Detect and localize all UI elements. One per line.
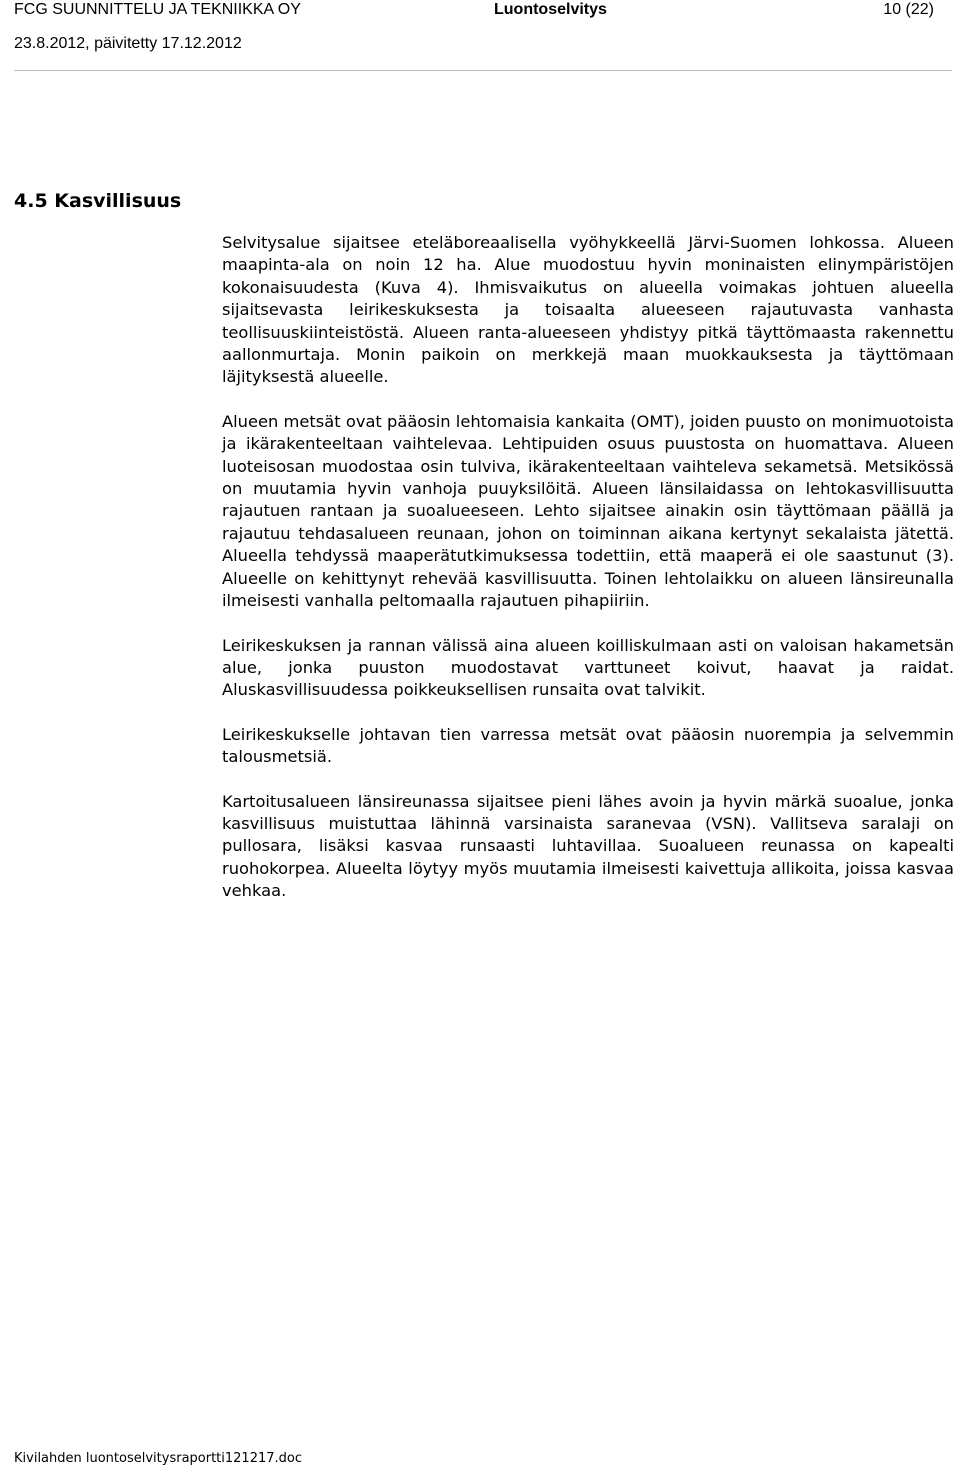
paragraph: Selvitysalue sijaitsee eteläboreaalisella vyöhykkeellä Järvi-Suomen lohkossa. Alueen maapinta-ala on noin 12 ha. Alue muodostuu hyvin moninaisten elinympäristöjen kokonaisuudesta (Kuva 4). Ihmisvaikutus on alueella voimakas johtuen alueella sijaitsevasta leirikeskuksesta ja toisaalta alueeseen rajautuvasta vanhasta teollisuuskiinteistöstä. Alueen ranta-alueeseen yhdistyy pitkä täyttömaasta rakennettu aallonmurtaja. Monin paikoin on merkkejä maan muokkauksesta ja täyttömaan läjityksestä alueelle. [222,233,954,387]
paragraph: Kartoitusalueen länsireunassa sijaitsee pieni lähes avoin ja hyvin märkä suoalue, jonka kasvillisuus muistuttaa lähinnä varsinaista saranevaa (VSN). Vallitseva saralaji on pullosara, lisäksi kasvaa runsaasti luhtavillaa. Suoalueen reunassa on kapealti ruohokorpea. Alueelta löytyy myös muutamia ilmeisesti kaivettuja allikoita, joissa kasvaa vehkaa. [222,791,954,901]
section-heading: 4.5 Kasvillisuus [14,190,182,212]
paragraph: Leirikeskuksen ja rannan välissä aina alueen koilliskulmaan asti on valoisan hakametsän alue, jonka puuston muodostavat varttuneet koivut, haavat ja raidat. Aluskasvillisuudessa poikkeuksellisen runsaita ovat talvikit. [222,635,954,700]
document-title: Luontoselvitys [494,1,607,18]
document-date: 23.8.2012, päivitetty 17.12.2012 [14,35,242,52]
paragraph: Leirikeskukselle johtavan tien varressa metsät ovat pääosin nuorempia ja selvemmin talousmetsiä. [222,724,954,767]
body-text [222,232,954,925]
header-divider [14,70,952,71]
page-header [14,0,946,22]
company-name: FCG SUUNNITTELU JA TEKNIIKKA OY [14,1,301,18]
page-number: 10 (22) [883,1,934,18]
paragraph: Alueen metsät ovat pääosin lehtomaisia kankaita (OMT), joiden puusto on monimuotoista ja ikärakenteeltaan vaihtelevaa. Lehtipuiden osuus puustosta on huomattava. Alueen luoteisosan muodostaa osin tulviva, ikärakenteeltaan vaihteleva sekametsä. Metsikössä on muutamia hyvin vanhoja puuyksilöitä. Alueen länsilaidassa on lehtokasvillisuutta rajautuen rantaan ja suoalueeseen. Lehto sijaitsee ainakin osin täyttömaan päällä ja rajautuu tehdasalueen reunaan, johon on toiminnan aikana kertynyt sekalaista jätettä. Alueella tehdyssä maaperätutkimuksessa todettiin, että maaperä ei ole saastunut (3). Alueelle on kehittynyt rehevää kasvillisuutta. Toinen lehtolaikku on alueen länsireunalla ilmeisesti vanhalla peltomaalla rajautuen pihapiiriin. [222,411,954,611]
footer-filename: Kivilahden luontoselvitysraportti121217.doc [14,1451,303,1466]
